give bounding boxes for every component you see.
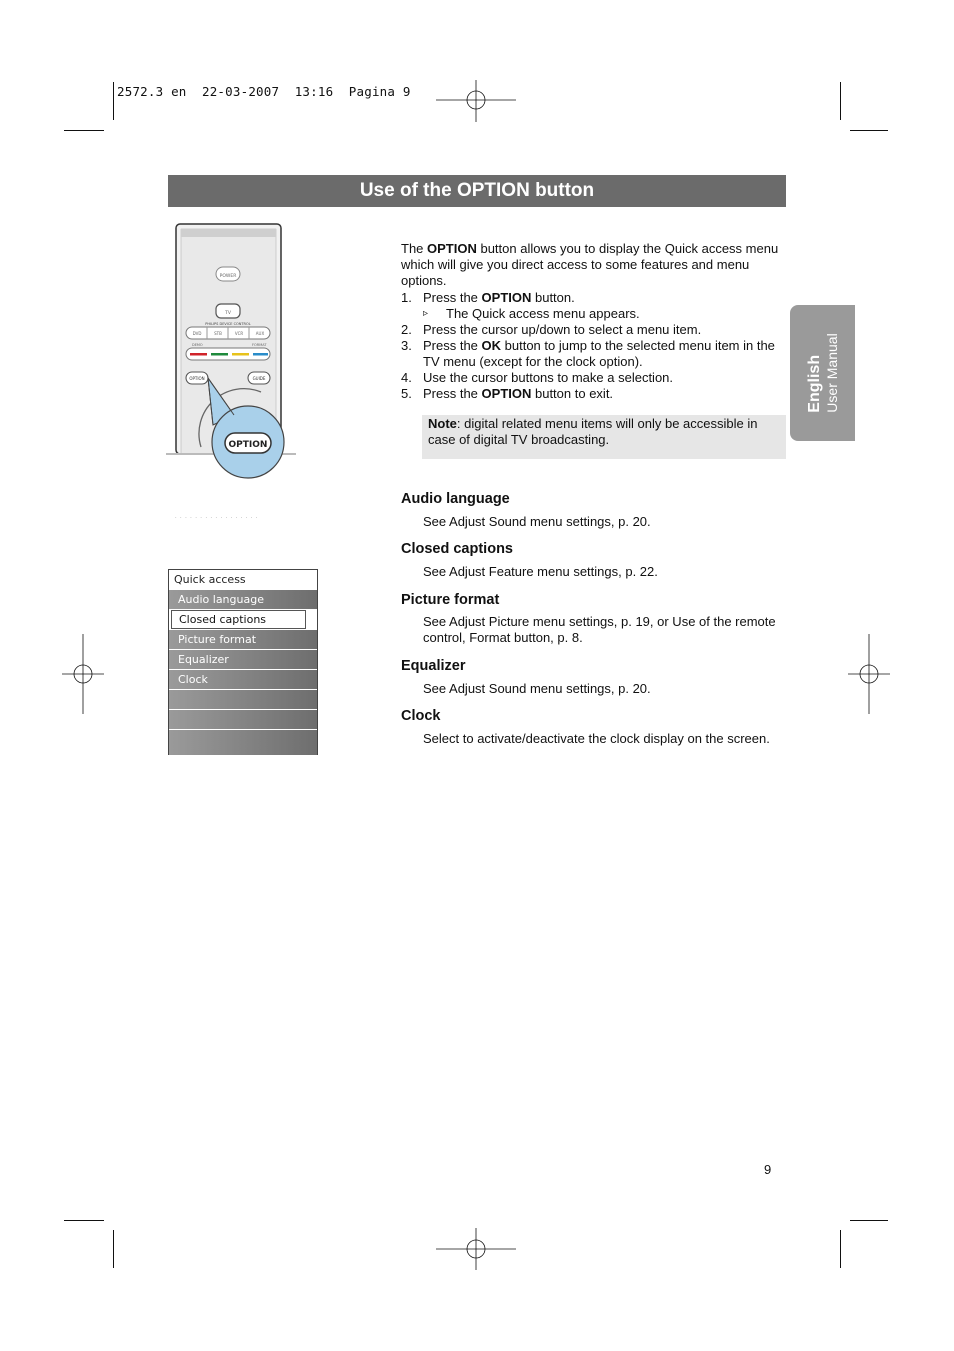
print-slug: 2572.3 en 22-03-2007 13:16 Pagina 9	[117, 84, 411, 99]
heading-equalizer: Equalizer	[401, 658, 466, 674]
language-label: English	[805, 354, 823, 413]
step-4: 4. Use the cursor buttons to make a selection.	[401, 370, 674, 385]
crop-mark	[840, 1230, 841, 1268]
registration-mark-bottom	[436, 1228, 516, 1270]
step-3: 3. Press the OK button to jump to the selected menu item in the TV menu (except for the clock option).	[401, 338, 775, 369]
language-tab-text	[806, 333, 840, 412]
menu-item-picture-format: Picture format	[169, 630, 317, 649]
registration-mark-top	[436, 80, 516, 122]
remote-control-illustration	[166, 222, 298, 484]
device-aux: AUX	[255, 331, 265, 336]
tv-label: TV	[225, 311, 231, 316]
crop-mark	[113, 1230, 114, 1268]
step-5: 5. Press the OPTION button to exit.	[401, 386, 614, 401]
note-box: Note: digital related menu items will only be accessible in case of digital TV broadcasting.	[422, 415, 786, 459]
step-2: 2. Press the cursor up/down to select a menu item.	[401, 322, 702, 337]
image-caption-dots: · · · · · · · · · · · · · · · · ·	[175, 515, 259, 521]
menu-item-clock: Clock	[169, 670, 317, 689]
body-closed-captions: See Adjust Feature menu settings, p. 22.	[423, 564, 658, 579]
language-side-tab	[790, 305, 855, 441]
heading-clock: Clock	[401, 708, 441, 724]
menu-item-closed-captions: Closed captions	[171, 610, 306, 629]
device-control-label: PHILIPS DEVICE CONTROL	[205, 322, 251, 326]
menu-item-empty	[169, 690, 317, 709]
step-1: 1. Press the OPTION button.	[401, 290, 575, 305]
menu-item-empty	[169, 710, 317, 729]
crop-mark	[64, 1220, 104, 1221]
device-dvd: DVD	[192, 331, 202, 336]
menu-item-audio-language: Audio language	[169, 590, 317, 609]
page-number: 9	[764, 1162, 772, 1177]
heading-closed-captions: Closed captions	[401, 541, 513, 557]
crop-mark	[850, 1220, 888, 1221]
result-marker-icon: ▹	[423, 308, 429, 319]
body-equalizer: See Adjust Sound menu settings, p. 20.	[423, 681, 651, 696]
user-manual-label: User Manual	[823, 333, 840, 413]
format-label: FORMAT	[252, 343, 267, 347]
option-key-label: OPTION	[189, 376, 205, 381]
intro-paragraph: The OPTION button allows you to display the Quick access menu which will give you direct access to some features and menu options.	[401, 241, 779, 288]
registration-mark-right	[848, 634, 890, 714]
demo-label: DEMO	[192, 343, 203, 347]
crop-mark	[840, 82, 841, 120]
crop-mark	[64, 130, 104, 131]
option-callout-label: OPTION	[228, 440, 268, 450]
crop-mark	[113, 82, 114, 120]
quick-access-menu	[168, 569, 318, 755]
menu-item-empty	[169, 730, 317, 755]
menu-item-equalizer: Equalizer	[169, 650, 317, 669]
page-title-bar	[168, 175, 786, 207]
step-1-result: ▹ The Quick access menu appears.	[423, 306, 640, 321]
quick-access-title: Quick access	[174, 573, 246, 586]
device-vcr: VCR	[234, 331, 244, 336]
body-picture-format: See Adjust Picture menu settings, p. 19, or Use of the remote control, Format button, p. 8.	[423, 614, 776, 645]
heading-picture-format: Picture format	[401, 592, 500, 608]
crop-mark	[850, 130, 888, 131]
page-title: Use of the OPTION button	[359, 180, 595, 201]
body-audio-language: See Adjust Sound menu settings, p. 20.	[423, 514, 651, 529]
steps-list	[401, 290, 786, 402]
power-label: POWER	[219, 274, 237, 279]
body-clock: Select to activate/deactivate the clock display on the screen.	[423, 731, 770, 746]
heading-audio-language: Audio language	[401, 491, 510, 507]
device-stb: STB	[214, 331, 222, 336]
registration-mark-left	[62, 634, 104, 714]
guide-key-label: GUIDE	[252, 376, 266, 381]
